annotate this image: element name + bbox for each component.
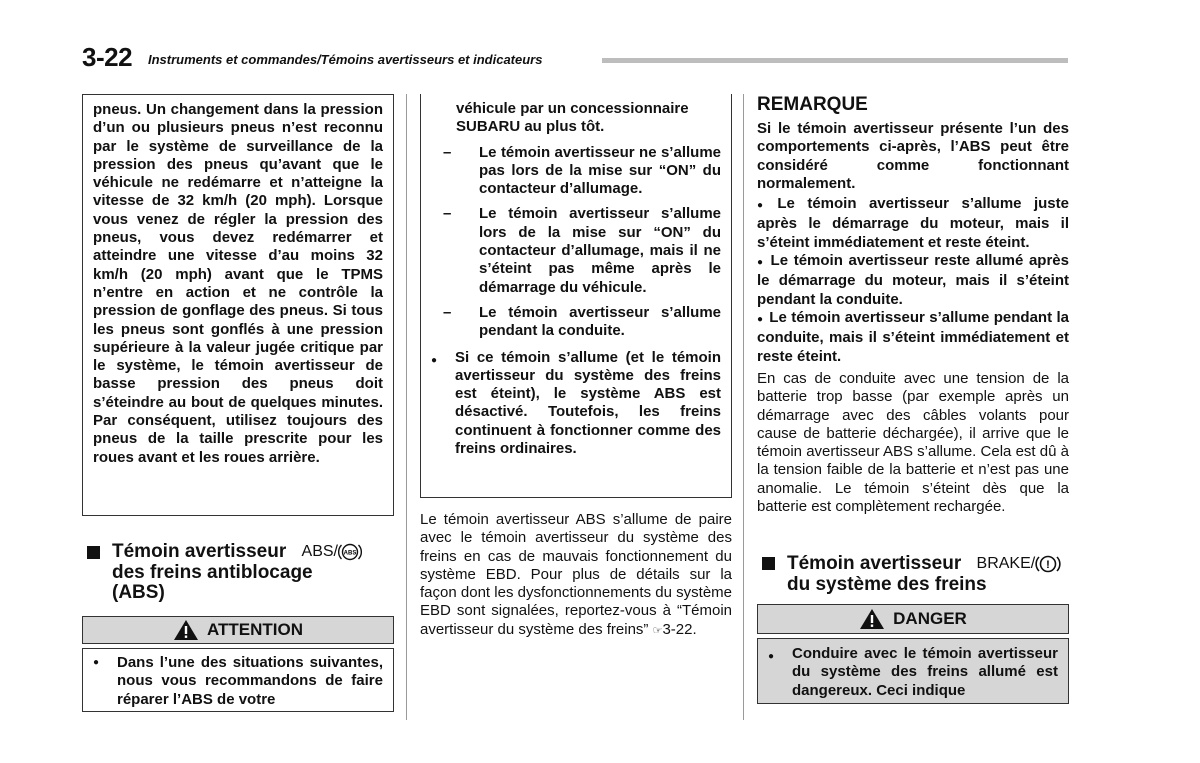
bullet-icon: ● — [431, 354, 438, 366]
header-rule — [602, 58, 1068, 63]
attention-bullet-text: Dans l’une des situations suivantes, nous vous recommandons de faire réparer l’ABS de votre — [117, 654, 383, 708]
battery-paragraph: En cas de conduite avec une tension de la batterie trop basse (par exemple après un démarrage avec des câbles volants pour cause de batterie déchargée), il arrive que le témoin avertisseur ABS s’allume. Cela est dû à la tension faible de la batterie et n’est pas une anomalie. Le témoin s’éteint dès que la batterie est complètement rechargée. — [757, 370, 1069, 516]
abs-note-intro: véhicule par un concessionnaire SUBARU au plus tôt. — [456, 100, 689, 136]
header-title: Instruments et commandes/Témoins avertisseurs et indicateurs — [148, 52, 543, 67]
svg-text:!: ! — [1046, 559, 1051, 571]
brake-title-line1: Témoin avertisseur — [787, 553, 962, 575]
bullet-icon: ● — [93, 657, 100, 668]
warning-triangle-icon — [173, 619, 199, 641]
brake-title-line2: du système des freins — [787, 574, 987, 595]
remark-intro: Si le témoin avertisseur présente l’un des comportements ci-après, l’ABS peut être considéré comme fonctionnant normalement. — [757, 120, 1069, 192]
abs-title-line2: des freins antiblocage — [112, 562, 313, 583]
danger-box — [757, 638, 1069, 704]
danger-bullet-text: Conduire avec le témoin avertisseur du système des freins allumé est dangereux. Ceci indique — [792, 645, 1058, 699]
attention-bullet-item — [83, 649, 393, 709]
reference-arrow-icon: ☞ — [652, 624, 663, 637]
page-reference: 3-22. — [662, 620, 697, 638]
bullet-icon: ● — [768, 651, 775, 662]
danger-banner — [757, 604, 1069, 634]
abs-title-line3: (ABS) — [112, 582, 165, 603]
attention-label: ATTENTION — [206, 620, 303, 639]
remark-bullet-2: ● Le témoin avertisseur reste allumé après le démarrage du moteur, mais il s’éteint pendant la conduite. — [757, 252, 1069, 308]
abs-note-box — [420, 94, 732, 498]
remark-bullet-1: ● Le témoin avertisseur s’allume juste après le démarrage du moteur, mais il s’éteint immédiatement et reste éteint. — [757, 195, 1069, 251]
dash-icon: – — [443, 205, 452, 223]
svg-text:ABS: ABS — [343, 550, 357, 557]
abs-circle-icon — [338, 541, 362, 563]
bullet-icon: ● — [757, 257, 765, 269]
attention-banner — [82, 616, 394, 644]
abs-title-line1: Témoin avertisseur — [112, 541, 287, 563]
remark-title: REMARQUE — [757, 94, 868, 115]
dash-icon: – — [443, 143, 452, 161]
brake-circle-icon — [1035, 553, 1061, 575]
column-divider-2 — [743, 94, 744, 720]
remark-bullet-3: ● Le témoin avertisseur s’allume pendant la conduite, mais il s’éteint immédiatement et reste éteint. — [757, 308, 1069, 365]
section-marker-icon — [762, 557, 775, 570]
tpms-note-box — [82, 94, 394, 516]
column-divider-1 — [406, 94, 407, 720]
page-number: 3-22 — [82, 42, 133, 72]
dash-icon: – — [443, 303, 452, 321]
abs-warning-symbol-icon: ABS/ ABS — [302, 541, 362, 563]
page-header — [82, 42, 1072, 72]
ebd-paragraph: Le témoin avertisseur ABS s’allume de paire avec le témoin avertisseur du système des freins en cas de mauvais fonctionnement du système EBD. Pour plus de détails sur la façon dont les dysfonctionnements du système EBD sont signalées, reportez-vous à “Témoin avertisseur du système des freins” ☞3-22. — [420, 511, 732, 638]
section-marker-icon — [87, 546, 100, 559]
brake-warning-symbol-icon: BRAKE/ ! — [977, 553, 1062, 575]
brake-section-title — [787, 553, 1077, 595]
abs-section-title — [112, 541, 402, 603]
attention-box — [82, 648, 394, 712]
warning-triangle-icon — [859, 608, 885, 630]
dash-item-2: – Le témoin avertisseur s’allume lors de la mise sur “ON” du contacteur d’allumage, mais il ne s’éteint pas même après le démarrage du véhicule. — [431, 205, 721, 296]
bullet-icon: ● — [757, 313, 764, 325]
dash-item-3: – Le témoin avertisseur s’allume pendant la conduite. — [431, 304, 721, 341]
tpms-note-text: pneus. Un changement dans la pression d’un ou plusieurs pneus n’est reconnu par le système de surveillance de la pression des pneus qu’avant que le véhicule ne redémarre et n’atteigne la vitesse de 32 km/h (20 mph). Lorsque vous venez de régler la pression des pneus, vous devez redémarrer et atteindre une vitesse d’au moins 32 km/h (20 mph) avant que le TPMS n’entre en action et ne contrôle la pression de gonflage des pneus. Si tous les pneus sont gonflés à une pression supérieure à la valeur jugée critique par le système, le témoin avertisseur de basse pression des pneus doit s’éteindre au bout de quelques minutes. Par conséquent, utilisez toujours des pneus de la taille prescrite pour les roues avant et les roues arrière. — [93, 101, 383, 466]
danger-bullet-item — [758, 639, 1068, 700]
bullet-icon: ● — [757, 200, 772, 212]
danger-label: DANGER — [893, 609, 967, 628]
abs-note-bullet: ● Si ce témoin s’allume (et le témoin avertisseur du système des freins est éteint), le système ABS est désactivé. Toutefois, les freins continuent à fonctionner comme des freins ordinaires. — [431, 348, 721, 458]
dash-item-1: – Le témoin avertisseur ne s’allume pas lors de la mise sur “ON” du contacteur d’allumage. — [431, 144, 721, 199]
remark-block — [757, 120, 1069, 366]
